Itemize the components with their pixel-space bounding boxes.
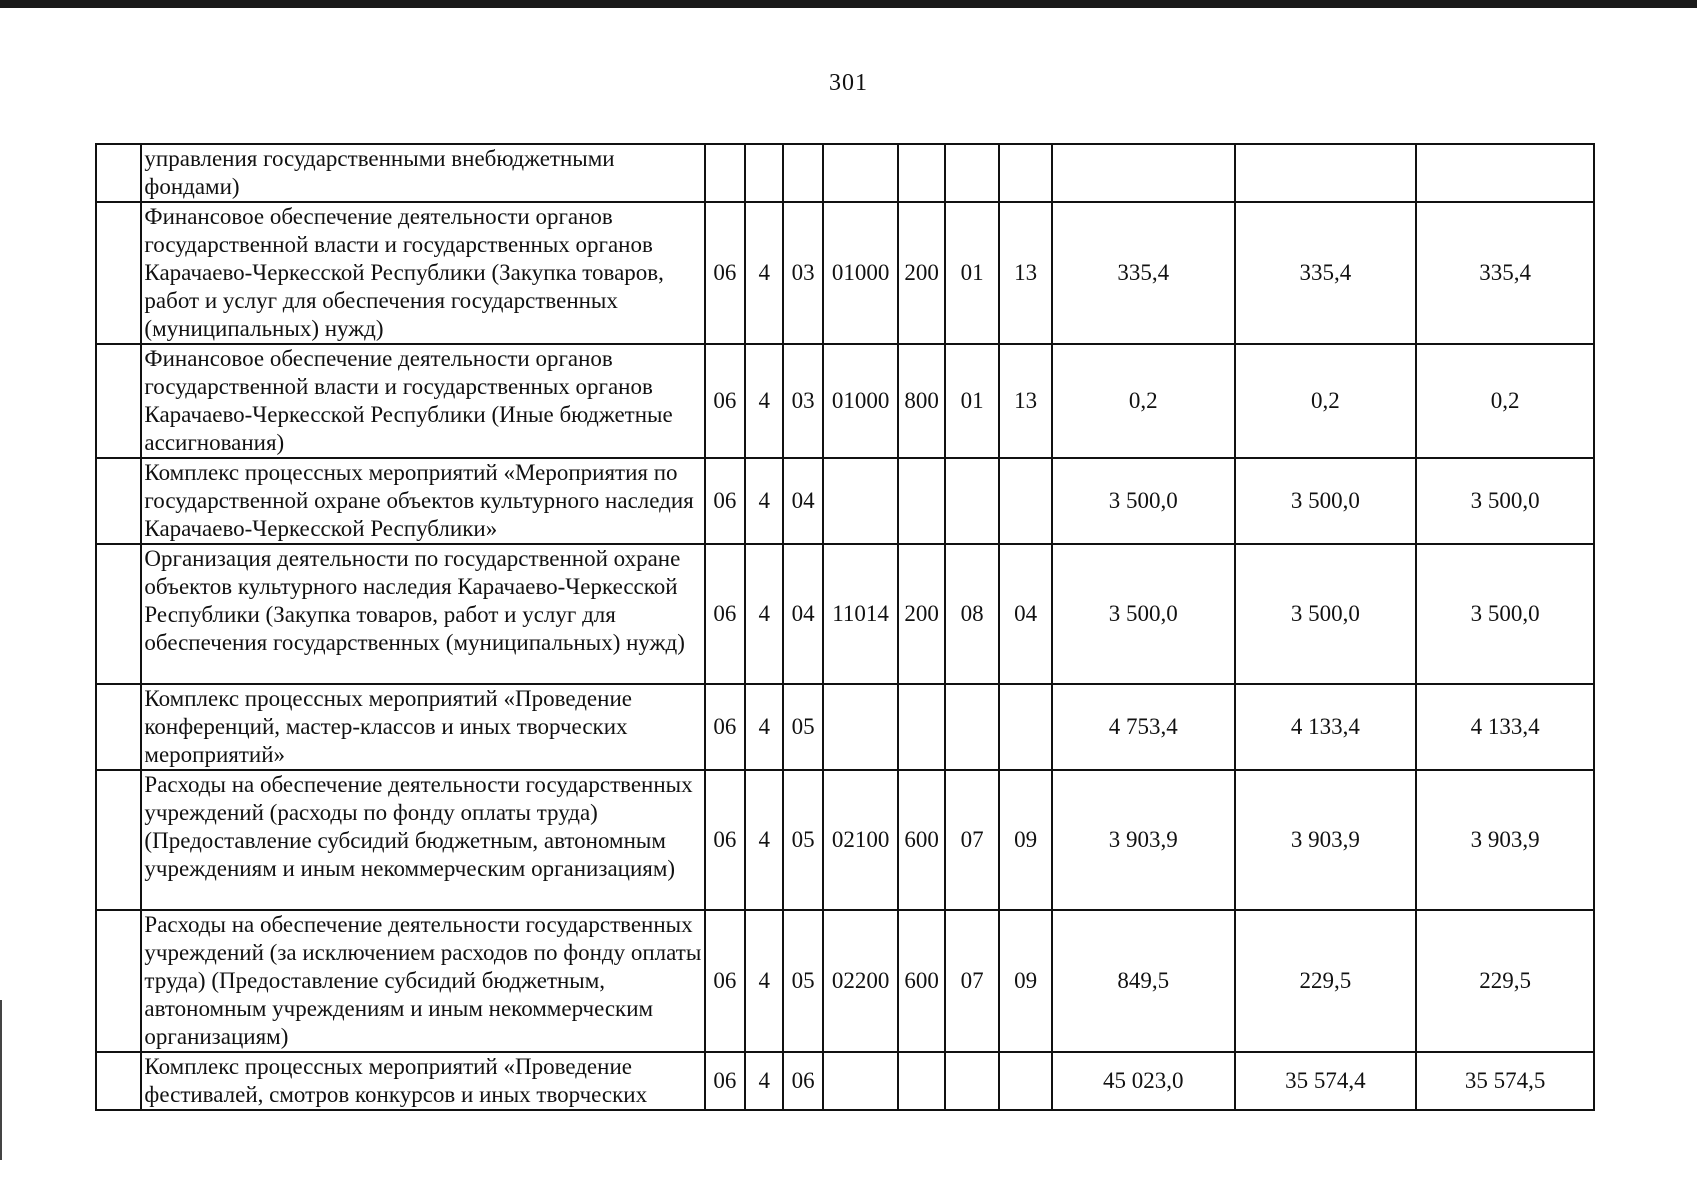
row-name: управления государственными внебюджетными фондами) xyxy=(141,144,704,202)
amount-cell: 3 500,0 xyxy=(1416,458,1594,544)
table-row xyxy=(96,344,1594,458)
code-cell: 600 xyxy=(898,910,944,1052)
blank-cell xyxy=(96,344,141,458)
code-cell: 4 xyxy=(745,1052,783,1110)
code-cell xyxy=(945,684,1000,770)
row-name: Финансовое обеспечение деятельности органов государственной власти и государственных органов Карачаево-Черкесской Республики (Иные бюджетные ассигнования) xyxy=(141,344,704,458)
amount-cell: 4 133,4 xyxy=(1235,684,1417,770)
amount-cell: 335,4 xyxy=(1416,202,1594,344)
code-cell: 4 xyxy=(745,544,783,684)
amount-cell: 3 903,9 xyxy=(1052,770,1235,910)
code-cell xyxy=(999,458,1051,544)
amount-cell: 849,5 xyxy=(1052,910,1235,1052)
code-cell xyxy=(898,684,944,770)
code-cell: 4 xyxy=(745,910,783,1052)
code-cell: 02200 xyxy=(823,910,899,1052)
code-cell xyxy=(999,684,1051,770)
code-cell xyxy=(898,144,944,202)
code-cell: 04 xyxy=(999,544,1051,684)
code-cell xyxy=(898,458,944,544)
code-cell: 13 xyxy=(999,202,1051,344)
blank-cell xyxy=(96,684,141,770)
amount-cell: 229,5 xyxy=(1416,910,1594,1052)
row-name: Организация деятельности по государственной охране объектов культурного наследия Карачаево-Черкесской Республики (Закупка товаров, работ и услуг для обеспечения государственных (муниципальных) нужд) xyxy=(141,544,704,684)
amount-cell: 3 500,0 xyxy=(1052,544,1235,684)
code-cell: 05 xyxy=(783,770,822,910)
code-cell xyxy=(823,458,899,544)
code-cell: 06 xyxy=(705,202,745,344)
code-cell: 06 xyxy=(783,1052,822,1110)
amount-cell: 3 903,9 xyxy=(1235,770,1417,910)
blank-cell xyxy=(96,544,141,684)
table-row xyxy=(96,770,1594,910)
budget-table xyxy=(95,143,1595,1111)
code-cell: 09 xyxy=(999,770,1051,910)
code-cell xyxy=(999,1052,1051,1110)
code-cell: 06 xyxy=(705,684,745,770)
code-cell: 4 xyxy=(745,458,783,544)
code-cell: 200 xyxy=(898,544,944,684)
amount-cell: 3 903,9 xyxy=(1416,770,1594,910)
code-cell: 06 xyxy=(705,1052,745,1110)
scan-edge-top xyxy=(0,0,1697,8)
code-cell: 06 xyxy=(705,544,745,684)
code-cell: 4 xyxy=(745,770,783,910)
amount-cell: 3 500,0 xyxy=(1416,544,1594,684)
table-row xyxy=(96,910,1594,1052)
table-row xyxy=(96,458,1594,544)
amount-cell: 4 133,4 xyxy=(1416,684,1594,770)
code-cell: 4 xyxy=(745,684,783,770)
amount-cell: 0,2 xyxy=(1416,344,1594,458)
code-cell xyxy=(945,144,1000,202)
amount-cell: 3 500,0 xyxy=(1235,458,1417,544)
row-name: Комплекс процессных мероприятий «Мероприятия по государственной охране объектов культурного наследия Карачаево-Черкесской Республики» xyxy=(141,458,704,544)
amount-cell: 0,2 xyxy=(1052,344,1235,458)
amount-cell: 335,4 xyxy=(1235,202,1417,344)
code-cell xyxy=(783,144,822,202)
code-cell: 01000 xyxy=(823,202,899,344)
code-cell xyxy=(999,144,1051,202)
code-cell: 4 xyxy=(745,344,783,458)
table-row xyxy=(96,144,1594,202)
code-cell: 08 xyxy=(945,544,1000,684)
code-cell: 4 xyxy=(745,202,783,344)
code-cell: 13 xyxy=(999,344,1051,458)
table-row xyxy=(96,544,1594,684)
amount-cell: 45 023,0 xyxy=(1052,1052,1235,1110)
blank-cell xyxy=(96,202,141,344)
amount-cell xyxy=(1235,144,1417,202)
code-cell: 200 xyxy=(898,202,944,344)
blank-cell xyxy=(96,144,141,202)
code-cell xyxy=(823,684,899,770)
table-row xyxy=(96,1052,1594,1110)
code-cell: 04 xyxy=(783,458,822,544)
amount-cell: 3 500,0 xyxy=(1235,544,1417,684)
code-cell: 03 xyxy=(783,344,822,458)
amount-cell: 3 500,0 xyxy=(1052,458,1235,544)
blank-cell xyxy=(96,458,141,544)
amount-cell: 35 574,4 xyxy=(1235,1052,1417,1110)
row-name: Расходы на обеспечение деятельности государственных учреждений (за исключением расходов по фонду оплаты труда) (Предоставление субсидий бюджетным, автономным учреждениям и иным некоммерческим организациям) xyxy=(141,910,704,1052)
page-number: 301 xyxy=(829,70,868,96)
code-cell: 05 xyxy=(783,684,822,770)
code-cell: 06 xyxy=(705,770,745,910)
code-cell: 07 xyxy=(945,770,1000,910)
row-name: Финансовое обеспечение деятельности органов государственной власти и государственных органов Карачаево-Черкесской Республики (Закупка товаров, работ и услуг для обеспечения государственных (муниципальных) нужд) xyxy=(141,202,704,344)
code-cell: 07 xyxy=(945,910,1000,1052)
code-cell: 01 xyxy=(945,344,1000,458)
amount-cell: 4 753,4 xyxy=(1052,684,1235,770)
code-cell xyxy=(823,144,899,202)
blank-cell xyxy=(96,770,141,910)
row-name: Комплекс процессных мероприятий «Проведение фестивалей, смотров конкурсов и иных творческих xyxy=(141,1052,704,1110)
code-cell: 02100 xyxy=(823,770,899,910)
code-cell xyxy=(945,458,1000,544)
code-cell: 06 xyxy=(705,910,745,1052)
code-cell: 06 xyxy=(705,458,745,544)
amount-cell: 35 574,5 xyxy=(1416,1052,1594,1110)
code-cell: 05 xyxy=(783,910,822,1052)
code-cell xyxy=(745,144,783,202)
amount-cell: 229,5 xyxy=(1235,910,1417,1052)
table-row xyxy=(96,202,1594,344)
code-cell: 01000 xyxy=(823,344,899,458)
amount-cell: 0,2 xyxy=(1235,344,1417,458)
scan-edge-left xyxy=(0,1000,2,1160)
code-cell: 01 xyxy=(945,202,1000,344)
code-cell: 11014 xyxy=(823,544,899,684)
table-row xyxy=(96,684,1594,770)
amount-cell: 335,4 xyxy=(1052,202,1235,344)
row-name: Расходы на обеспечение деятельности государственных учреждений (расходы по фонду оплаты труда) (Предоставление субсидий бюджетным, автономным учреждениям и иным некоммерческим организациям) xyxy=(141,770,704,910)
code-cell xyxy=(945,1052,1000,1110)
code-cell xyxy=(705,144,745,202)
amount-cell xyxy=(1052,144,1235,202)
code-cell: 600 xyxy=(898,770,944,910)
code-cell: 04 xyxy=(783,544,822,684)
code-cell xyxy=(823,1052,899,1110)
row-name: Комплекс процессных мероприятий «Проведение конференций, мастер-классов и иных творческих мероприятий» xyxy=(141,684,704,770)
blank-cell xyxy=(96,910,141,1052)
code-cell xyxy=(898,1052,944,1110)
amount-cell xyxy=(1416,144,1594,202)
code-cell: 06 xyxy=(705,344,745,458)
blank-cell xyxy=(96,1052,141,1110)
code-cell: 03 xyxy=(783,202,822,344)
code-cell: 09 xyxy=(999,910,1051,1052)
code-cell: 800 xyxy=(898,344,944,458)
